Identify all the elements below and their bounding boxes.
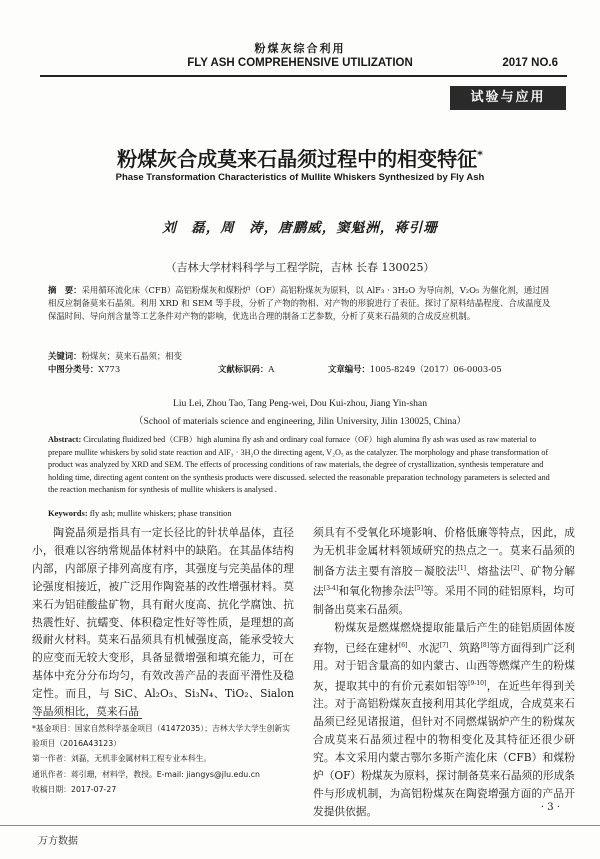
body-text: 、筑路 — [448, 641, 481, 655]
article-title-cn — [0, 143, 600, 172]
keywords-cn-label: 关键词： — [48, 351, 82, 361]
footnote-fund: *基金项目：国家自然科学基金项目（41472035）；吉林大学大学生创新实验项目（2016A43123） — [32, 724, 290, 749]
section-badge: 试验与应用 — [450, 86, 566, 110]
header-rule — [40, 75, 567, 77]
abstract-cn — [48, 284, 556, 323]
citation-ref: [9-10] — [468, 679, 487, 687]
body-text: 须具有不受氧化环境影响、价格低廉等特点，因此，成为无机非金属材料领域研究的热点之一。莫来石晶须的制备方法主要有溶胶－凝胶法 — [313, 526, 575, 578]
footnote-first-author: 第一作者：刘磊，无机非金属材料工程专业本科生。 — [32, 754, 212, 764]
watermark-text: 万方数据 — [38, 836, 78, 847]
classification-line — [48, 363, 556, 375]
citation-ref: [7] — [439, 641, 449, 649]
body-text: 等。采用不同的硅铝原料，均可制备出莫来石晶须。 — [313, 584, 575, 616]
body-text: 和氧化物掺杂法 — [338, 584, 415, 598]
article-no-value: 1005-8249（2017）06-0003-05 — [369, 364, 502, 374]
abstract-en — [48, 434, 556, 497]
clc-label: 中图分类号： — [48, 364, 99, 374]
body-text: 粉煤灰是燃煤燃烧提取能量后产生的硅铝质固体废弃物，已经在建材 — [313, 620, 575, 655]
body-paragraph-continued — [313, 524, 575, 619]
article-no-group — [328, 363, 502, 375]
journal-name-cn: 粉煤灰综合利用 — [254, 42, 346, 55]
citation-ref: [2] — [510, 564, 520, 572]
abstract-en-text: Circulating fluidized bed（CFB）high alumina fly ash and ordinary coal furnace（OF）high alumina fly ash was used as raw material to prepare mullite whiskers by solid state reaction and AlF₃ · 3H₂O the directing agent, V₂O₅ as the catalyzer. The morphology and phase transformation of product was analyzed by XRD and SEM. The effects of processing conditions of raw materials, the degree of crystallization, synthesis temperature and holding time, directing agent content on the synthesis products were discussed. selected the reasonable preparation technology parameters is selected and the reaction mechanism for synthesis of mullite whiskers is analysed . — [48, 435, 550, 495]
article-no-label: 文章编号： — [328, 364, 370, 374]
keywords-en-text: fly ash; mullite whiskers; phase transition — [89, 508, 232, 518]
title-footnote-mark: * — [477, 148, 483, 162]
body-text: 、熔盐法 — [466, 564, 511, 578]
journal-issue: 2017 NO.6 — [502, 57, 558, 69]
body-paragraph-2 — [313, 619, 575, 821]
abstract-en-label: Abstract: — [48, 435, 82, 444]
bottom-rule — [0, 825, 600, 826]
doc-code-label: 文献标识码： — [218, 364, 269, 374]
footnote-received: 收稿日期：2017-07-27 — [32, 784, 117, 794]
doc-code-group — [218, 363, 328, 375]
citation-ref: [1] — [457, 564, 466, 572]
keywords-cn — [48, 350, 556, 362]
clc-value: X773 — [98, 364, 121, 374]
body-text: 、矿物分解法 — [313, 564, 575, 598]
abstract-cn-label: 摘 要： — [48, 285, 82, 295]
keywords-cn-text: 粉煤灰；莫来石晶须；相变 — [81, 351, 182, 361]
article-title-en: Phase Transformation Characteristics of Mullite Whiskers Synthesized by Fly Ash — [115, 172, 485, 183]
title-text: 粉煤灰合成莫来石晶须过程中的相变特征 — [117, 147, 478, 171]
keywords-en-label: Keywords: — [48, 508, 88, 518]
doc-code-value: A — [268, 364, 275, 374]
abstract-cn-text: 采用循环流化床（CFB）高铝粉煤灰和煤粉炉（OF）高铝粉煤灰为原料，以 AlF₃ · 3H₂O 为导向剂，V₂O₅ 为催化剂，通过固相反应制备莫来石晶须。利用 XRD 和 SEM 等手段，分析了产物的物相、对产物的形貌进行了表征。探讨了原料结晶程度、合成温度及保温时间、导向剂含量等工艺条件对产物的影响，优选出合理的制备工艺参数，分析了莫来石晶须的合成反应机制。 — [48, 285, 551, 321]
authors-cn: 刘 磊，周 涛，唐鹏威，窦魁洲，蒋引珊 — [162, 220, 438, 236]
footnote-corresponding: 通讯作者：蒋引珊，材料学，教授。E-mail: jiangys@jlu.edu.cn — [32, 769, 260, 779]
keywords-en — [48, 508, 556, 518]
citation-ref: [6] — [398, 641, 408, 649]
journal-name-en: FLY ASH COMPREHENSIVE UTILIZATION — [187, 57, 413, 69]
affiliation-en: （School of materials science and engineering, Jilin University, Jilin 130025, China） — [133, 416, 467, 427]
citation-ref: [3-4] — [323, 585, 339, 593]
body-text: 等方面得到广泛利用。对于铝含量高的如内蒙古、山西等燃煤产生的粉煤灰，提取其中的有价元素如铝等 — [313, 641, 575, 693]
clc-group — [48, 363, 218, 375]
body-paragraph-1: 陶瓷晶须是指具有一定长径比的针状单晶体，直径小，很难以容纳常规晶体材料中的缺陷。在其晶体结构内部，内部原子排列高度有序，其强度与完美晶体的理论强度相接近，被广泛用作陶瓷基的改性增强材料。莫来石为铝硅酸盐矿物，具有耐火度高、抗化学腐蚀、抗热震性好、抗蠕变、体积稳定性好等性质，是理想的高级耐火材料。莫来石晶须具有机械强度高，能承受较大的应变而无较大变形，具备显微增强和填充能力，可在基体中充分分布均匀，有效改善产品的表面平滑性及稳定性。而且，与 SiC、Al₂O₃、Si₃N₄、TiO₂、Sialon 等晶须相比，莫来石晶 — [32, 526, 294, 719]
citation-ref: [8] — [480, 641, 490, 649]
authors-en: Liu Lei, Zhou Tao, Tang Peng-wei, Dou Kui-zhou, Jiang Yin-shan — [172, 398, 427, 409]
affiliation-cn: （吉林大学材料科学与工程学院，吉林 长春 130025） — [165, 261, 435, 274]
body-text: ，在近些年得到关注。对于高铝粉煤灰直接利用其化学组成，合成莫来石晶须已经见诸报道，但针对不同燃煤锅炉产生的粉煤灰合成莫来石晶须过程中的物相变化及其特征还很少研究。本文采用内蒙古鄂尔多斯产流化床（CFB）和煤粉炉（OF）粉煤灰为原料，探讨制备莫来石晶须的形成条件与形成机制，为高铝粉煤灰在陶瓷增强方面的产品开发提供依据。 — [313, 679, 575, 818]
body-column-left — [32, 524, 294, 721]
body-text: 、水泥 — [407, 641, 440, 655]
page-number: · 3 · — [540, 802, 560, 813]
citation-ref: [5] — [414, 585, 423, 593]
footnotes — [32, 721, 294, 797]
footnote-rule — [32, 718, 142, 719]
body-column-right — [313, 524, 575, 821]
